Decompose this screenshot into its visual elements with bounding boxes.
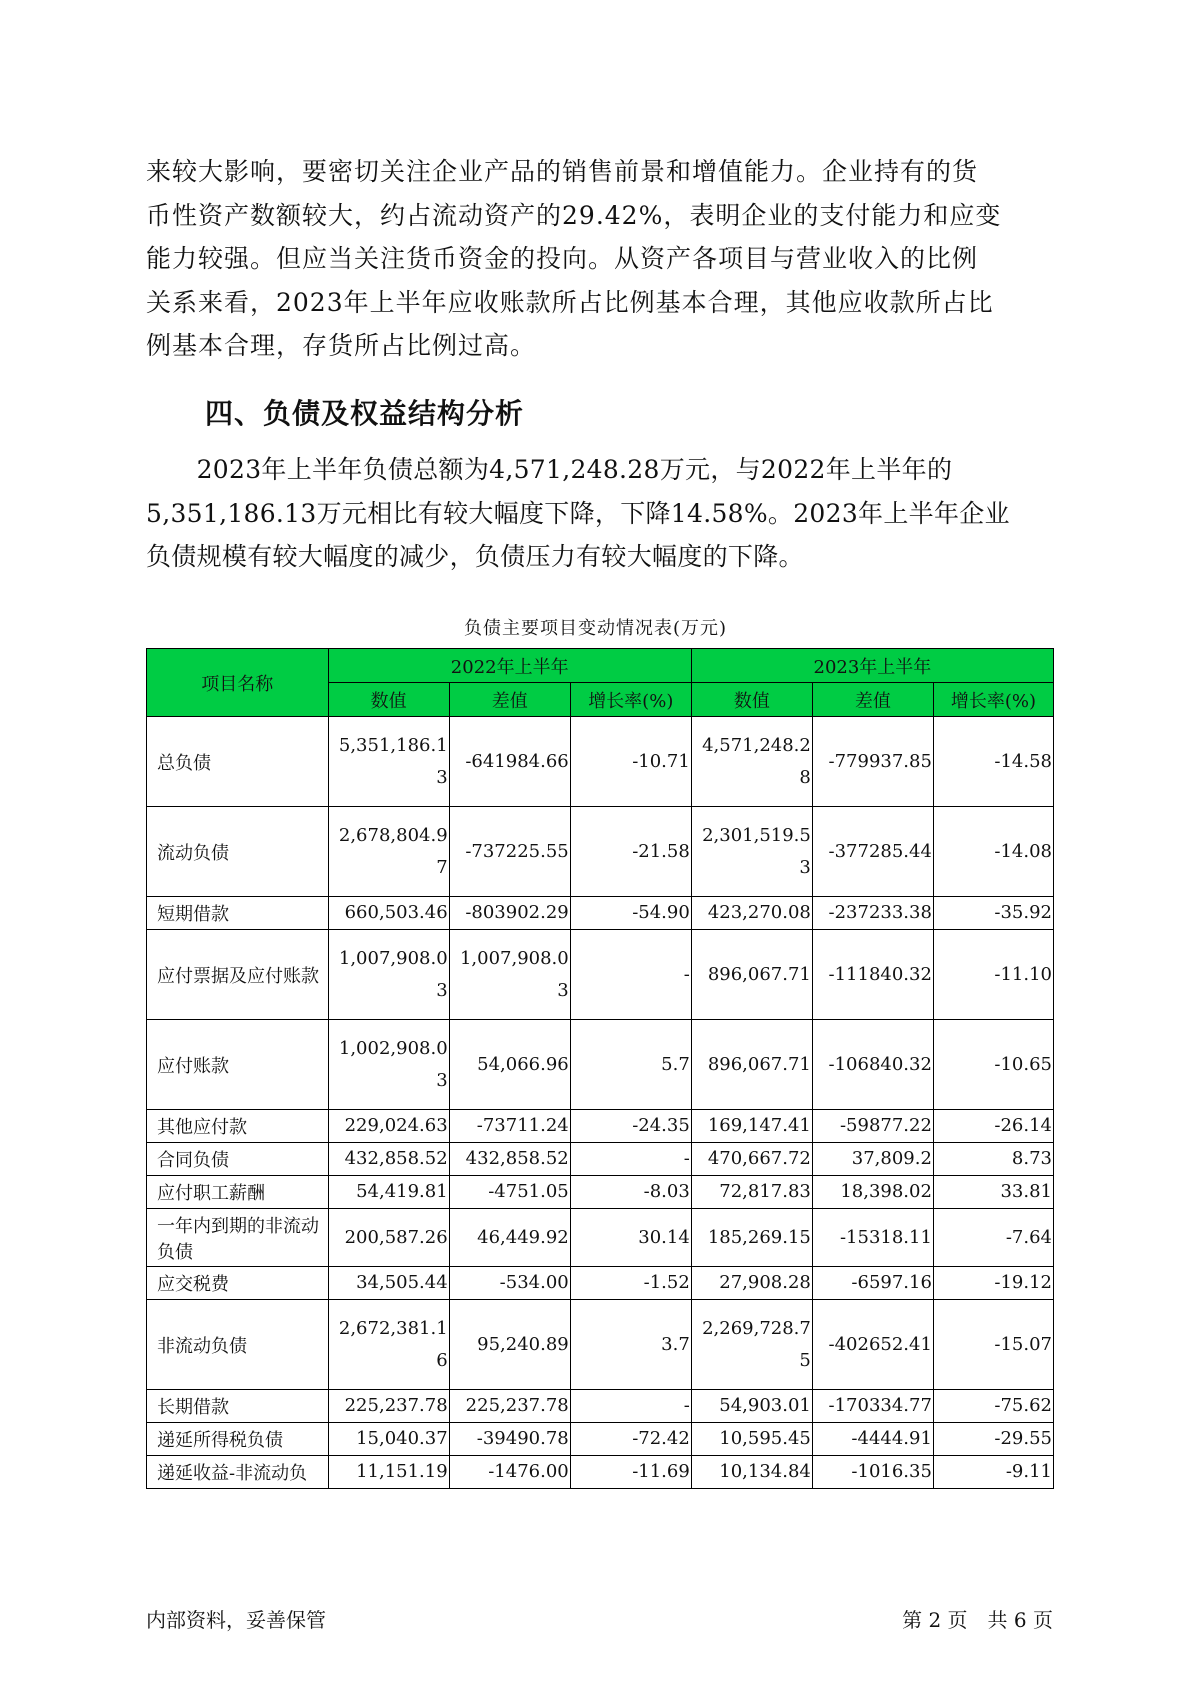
paragraph-1 xyxy=(146,150,1046,368)
table-caption: 负债主要项目变动情况表(万元) xyxy=(463,618,728,639)
table-cell: 225,237.78 xyxy=(328,1390,449,1423)
table-cell: -4444.91 xyxy=(812,1423,933,1456)
table-cell: -72.42 xyxy=(570,1423,691,1456)
table-cell: -11.69 xyxy=(570,1456,691,1489)
paragraph-line: 2023年上半年负债总额为4,571,248.28万元，与2022年上半年的 xyxy=(146,455,953,484)
header-item-name: 项目名称 xyxy=(147,649,329,717)
table-cell: -15.07 xyxy=(933,1300,1053,1390)
table-cell: 54,903.01 xyxy=(691,1390,812,1423)
table-row xyxy=(147,807,1054,897)
table-cell: -237233.38 xyxy=(812,897,933,930)
row-label: 应付职工薪酬 xyxy=(147,1176,329,1209)
table-cell: 2,672,381.16 xyxy=(328,1300,449,1390)
table-cell: 2,301,519.53 xyxy=(691,807,812,897)
subheader-value: 数值 xyxy=(691,683,812,717)
paragraph-line: 关系来看，2023年上半年应收账款所占比例基本合理，其他应收款所占比 xyxy=(146,287,994,317)
table-cell: -1476.00 xyxy=(449,1456,570,1489)
table-cell: 54,419.81 xyxy=(328,1176,449,1209)
table-header-row xyxy=(147,649,1054,683)
table-cell: 660,503.46 xyxy=(328,897,449,930)
row-label: 一年内到期的非流动负债 xyxy=(147,1209,329,1267)
table-row xyxy=(147,1267,1054,1300)
table-cell: 1,007,908.03 xyxy=(449,930,570,1020)
table-cell: 46,449.92 xyxy=(449,1209,570,1267)
row-label: 递延所得税负债 xyxy=(147,1423,329,1456)
table-cell: -39490.78 xyxy=(449,1423,570,1456)
table-cell: 896,067.71 xyxy=(691,930,812,1020)
table-cell: -21.58 xyxy=(570,807,691,897)
row-label: 应交税费 xyxy=(147,1267,329,1300)
table-cell: -779937.85 xyxy=(812,717,933,807)
table-cell: 432,858.52 xyxy=(449,1143,570,1176)
table-cell: 432,858.52 xyxy=(328,1143,449,1176)
row-label: 递延收益-非流动负 xyxy=(147,1456,329,1489)
paragraph-line: 币性资产数额较大，约占流动资产的29.42%，表明企业的支付能力和应变 xyxy=(146,200,1002,230)
table-cell: 5.7 xyxy=(570,1020,691,1110)
table-cell: 3.7 xyxy=(570,1300,691,1390)
paragraph-line: 5,351,186.13万元相比有较大幅度下降，下降14.58%。2023年上半年企业 xyxy=(146,498,1010,528)
table-cell: -11.10 xyxy=(933,930,1053,1020)
table-row xyxy=(147,1176,1054,1209)
paragraph-line: 负债规模有较大幅度的减少，负债压力有较大幅度的下降。 xyxy=(146,542,804,571)
table-cell: -534.00 xyxy=(449,1267,570,1300)
table-cell: -24.35 xyxy=(570,1110,691,1143)
table-cell: 72,817.83 xyxy=(691,1176,812,1209)
table-cell: 2,678,804.97 xyxy=(328,807,449,897)
table-cell: 8.73 xyxy=(933,1143,1053,1176)
table-cell: -15318.11 xyxy=(812,1209,933,1267)
table-cell: 33.81 xyxy=(933,1176,1053,1209)
table-row xyxy=(147,897,1054,930)
table-cell: -170334.77 xyxy=(812,1390,933,1423)
table-cell: 30.14 xyxy=(570,1209,691,1267)
table-cell: 27,908.28 xyxy=(691,1267,812,1300)
table-cell: 10,595.45 xyxy=(691,1423,812,1456)
footer-note: 内部资料，妥善保管 xyxy=(146,1608,326,1632)
table-row xyxy=(147,1390,1054,1423)
table-row xyxy=(147,1110,1054,1143)
table-cell: 15,040.37 xyxy=(328,1423,449,1456)
paragraph-line: 来较大影响，要密切关注企业产品的销售前景和增值能力。企业持有的货 xyxy=(146,157,979,186)
table-cell: -7.64 xyxy=(933,1209,1053,1267)
table-cell: -10.65 xyxy=(933,1020,1053,1110)
table-cell: 10,134.84 xyxy=(691,1456,812,1489)
table-cell: 1,002,908.03 xyxy=(328,1020,449,1110)
table-row xyxy=(147,1143,1054,1176)
table-cell: 896,067.71 xyxy=(691,1020,812,1110)
table-cell: -402652.41 xyxy=(812,1300,933,1390)
table-cell: -14.08 xyxy=(933,807,1053,897)
table-cell: -377285.44 xyxy=(812,807,933,897)
table-cell: 200,587.26 xyxy=(328,1209,449,1267)
table-cell: 34,505.44 xyxy=(328,1267,449,1300)
page-number: 第 2 页 共 6 页 xyxy=(902,1608,1053,1632)
table-cell: -19.12 xyxy=(933,1267,1053,1300)
row-label: 长期借款 xyxy=(147,1390,329,1423)
row-label: 其他应付款 xyxy=(147,1110,329,1143)
table-row xyxy=(147,1300,1054,1390)
table-cell: 95,240.89 xyxy=(449,1300,570,1390)
table-row xyxy=(147,1020,1054,1110)
table-cell: -54.90 xyxy=(570,897,691,930)
table-cell: 5,351,186.13 xyxy=(328,717,449,807)
table-cell: 11,151.19 xyxy=(328,1456,449,1489)
subheader-diff: 差值 xyxy=(812,683,933,717)
paragraph-line: 能力较强。但应当关注货币资金的投向。从资产各项目与营业收入的比例 xyxy=(146,244,979,273)
table-cell: -9.11 xyxy=(933,1456,1053,1489)
paragraph-line: 例基本合理，存货所占比例过高。 xyxy=(146,331,537,360)
table-cell: 185,269.15 xyxy=(691,1209,812,1267)
table-cell: -641984.66 xyxy=(449,717,570,807)
table-cell: -59877.22 xyxy=(812,1110,933,1143)
table-cell: -1.52 xyxy=(570,1267,691,1300)
table-cell: 37,809.2 xyxy=(812,1143,933,1176)
row-label: 合同负债 xyxy=(147,1143,329,1176)
table-cell: -6597.16 xyxy=(812,1267,933,1300)
table-cell: -35.92 xyxy=(933,897,1053,930)
subheader-growth: 增长率(%) xyxy=(933,683,1053,717)
table-row xyxy=(147,1209,1054,1267)
table-cell: -73711.24 xyxy=(449,1110,570,1143)
table-cell: - xyxy=(570,1390,691,1423)
table-cell: 4,571,248.28 xyxy=(691,717,812,807)
table-cell: - xyxy=(570,930,691,1020)
table-cell: -14.58 xyxy=(933,717,1053,807)
row-label: 非流动负债 xyxy=(147,1300,329,1390)
table-cell: 470,667.72 xyxy=(691,1143,812,1176)
row-label: 总负债 xyxy=(147,717,329,807)
table-row xyxy=(147,1456,1054,1489)
table-cell: -29.55 xyxy=(933,1423,1053,1456)
liabilities-table xyxy=(146,648,1054,1489)
header-group-2022: 2022年上半年 xyxy=(328,649,691,683)
table-cell: 18,398.02 xyxy=(812,1176,933,1209)
section-heading: 四、负债及权益结构分析 xyxy=(205,397,525,430)
table-cell: 225,237.78 xyxy=(449,1390,570,1423)
table-cell: -106840.32 xyxy=(812,1020,933,1110)
table-cell: 423,270.08 xyxy=(691,897,812,930)
table-cell: -111840.32 xyxy=(812,930,933,1020)
table-cell: -26.14 xyxy=(933,1110,1053,1143)
subheader-diff: 差值 xyxy=(449,683,570,717)
table-cell: 54,066.96 xyxy=(449,1020,570,1110)
table-cell: -8.03 xyxy=(570,1176,691,1209)
table-row xyxy=(147,1423,1054,1456)
row-label: 流动负债 xyxy=(147,807,329,897)
table-row xyxy=(147,930,1054,1020)
table-cell: 2,269,728.75 xyxy=(691,1300,812,1390)
table-cell: 1,007,908.03 xyxy=(328,930,449,1020)
table-cell: -737225.55 xyxy=(449,807,570,897)
table-row xyxy=(147,717,1054,807)
row-label: 短期借款 xyxy=(147,897,329,930)
table-cell: - xyxy=(570,1143,691,1176)
table-cell: -4751.05 xyxy=(449,1176,570,1209)
table-cell: -803902.29 xyxy=(449,897,570,930)
subheader-growth: 增长率(%) xyxy=(570,683,691,717)
table-cell: -10.71 xyxy=(570,717,691,807)
paragraph-2 xyxy=(146,448,1046,579)
table-cell: -1016.35 xyxy=(812,1456,933,1489)
table-cell: -75.62 xyxy=(933,1390,1053,1423)
row-label: 应付账款 xyxy=(147,1020,329,1110)
table-cell: 229,024.63 xyxy=(328,1110,449,1143)
table-cell: 169,147.41 xyxy=(691,1110,812,1143)
subheader-value: 数值 xyxy=(328,683,449,717)
header-group-2023: 2023年上半年 xyxy=(691,649,1053,683)
row-label: 应付票据及应付账款 xyxy=(147,930,329,1020)
